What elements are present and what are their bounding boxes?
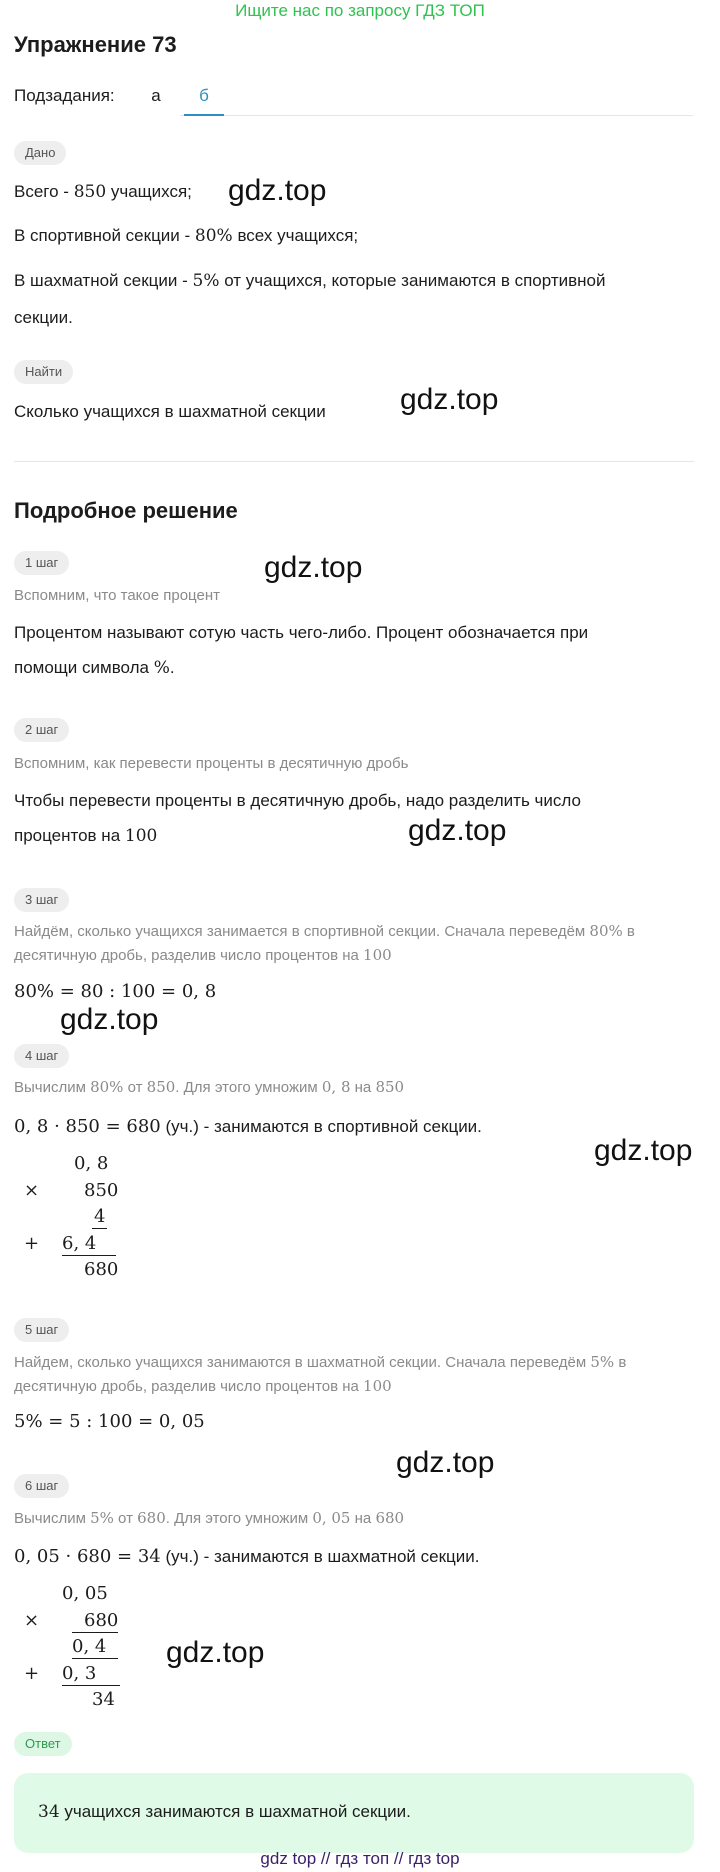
given-line-3: В шахматной секции - 5% от учащихся, которые занимаются в спортивной [14, 271, 606, 291]
step-1-text-1: Процентом называют сотую часть чего-либо. Процент обозначается при [14, 623, 589, 642]
watermark: gdz.top [166, 1636, 265, 1669]
find-badge: Найти [14, 360, 73, 384]
step-2-hint: Вспомним, как перевести проценты в десятичную дробь [14, 755, 409, 772]
step-6-col-result: 34 [92, 1689, 115, 1710]
step-4-col-result: 680 [84, 1259, 119, 1280]
step-3-hint-1: Найдём, сколько учащихся занимается в спортивной секции. Сначала переведём 80% в [14, 922, 635, 940]
watermark: gdz.top [60, 1003, 159, 1036]
tab-a[interactable]: а [151, 86, 161, 105]
watermark: gdz.top [264, 551, 363, 584]
find-text: Сколько учащихся в шахматной секции [14, 402, 326, 421]
step-6-col-partial: 0, 4 [72, 1636, 118, 1659]
footer-links[interactable]: gdz top // гдз топ // гдз top [260, 1849, 460, 1868]
given-badge: Дано [14, 141, 66, 165]
given-line-1: Всего - 850 учащихся; [14, 182, 192, 202]
step-4-col-partial: 4 [94, 1206, 106, 1227]
answer-text: 34 учащихся занимаются в шахматной секции. [38, 1802, 411, 1822]
given-line-3-cont: секции. [14, 308, 73, 327]
step-2-badge: 2 шаг [14, 718, 69, 742]
step-6-formula: 0, 05 · 680 = 34 (уч.) - занимаются в шахматной секции. [14, 1546, 480, 1567]
step-1-text-2: помощи символа %. [14, 658, 175, 678]
step-4-formula: 0, 8 · 850 = 680 (уч.) - занимаются в спортивной секции. [14, 1116, 482, 1137]
top-banner[interactable]: Ищите нас по запросу ГДЗ ТОП [235, 1, 485, 20]
step-6-col-plus: + [24, 1663, 40, 1684]
step-4-col-plus: + [24, 1233, 40, 1254]
step-4-col-mid: 850 [84, 1180, 119, 1201]
tabs-divider [180, 115, 693, 116]
subtasks-label: Подзадания: [14, 86, 115, 105]
tab-b[interactable]: б [199, 86, 209, 105]
step-6-badge: 6 шаг [14, 1474, 69, 1498]
active-tab-indicator [184, 114, 224, 116]
step-6-col-mid: 680 [72, 1610, 118, 1633]
step-4-col-top: 0, 8 [74, 1153, 109, 1174]
given-line-2: В спортивной секции - 80% всех учащихся; [14, 226, 359, 246]
watermark: gdz.top [396, 1446, 495, 1479]
step-2-text-2: процентов на 100 [14, 826, 158, 846]
step-5-hint-1: Найдем, сколько учащихся занимаются в шахматной секции. Сначала переведём 5% в [14, 1353, 627, 1371]
step-5-formula: 5% = 5 : 100 = 0, 05 [14, 1411, 205, 1432]
step-3-badge: 3 шаг [14, 888, 69, 912]
step-4-badge: 4 шаг [14, 1044, 69, 1068]
step-1-badge: 1 шаг [14, 551, 69, 575]
step-5-hint-2: десятичную дробь, разделив число процентов на 100 [14, 1377, 392, 1395]
watermark: gdz.top [594, 1134, 693, 1167]
section-divider [14, 461, 694, 462]
step-6-hint: Вычислим 5% от 680. Для этого умножим 0, 05 на 680 [14, 1509, 405, 1527]
step-4-col-times: × [24, 1180, 40, 1201]
step-5-badge: 5 шаг [14, 1318, 69, 1342]
watermark: gdz.top [408, 814, 507, 847]
page-title: Упражнение 73 [14, 32, 177, 57]
watermark: gdz.top [228, 174, 327, 207]
answer-badge: Ответ [14, 1732, 72, 1756]
watermark: gdz.top [400, 383, 499, 416]
step-3-formula: 80% = 80 : 100 = 0, 8 [14, 981, 217, 1002]
step-1-hint: Вспомним, что такое процент [14, 587, 220, 604]
step-3-hint-2: десятичную дробь, разделив число процентов на 100 [14, 946, 392, 964]
step-4-col-partial2: 6, 4 [62, 1233, 116, 1256]
step-6-col-partial2: 0, 3 [62, 1663, 120, 1686]
step-6-col-times: × [24, 1610, 40, 1631]
solution-title: Подробное решение [14, 498, 238, 523]
step-4-hint: Вычислим 80% от 850. Для этого умножим 0, 8 на 850 [14, 1078, 405, 1096]
step-2-text-1: Чтобы перевести проценты в десятичную дробь, надо разделить число [14, 791, 581, 810]
step-6-col-top: 0, 05 [62, 1583, 108, 1604]
